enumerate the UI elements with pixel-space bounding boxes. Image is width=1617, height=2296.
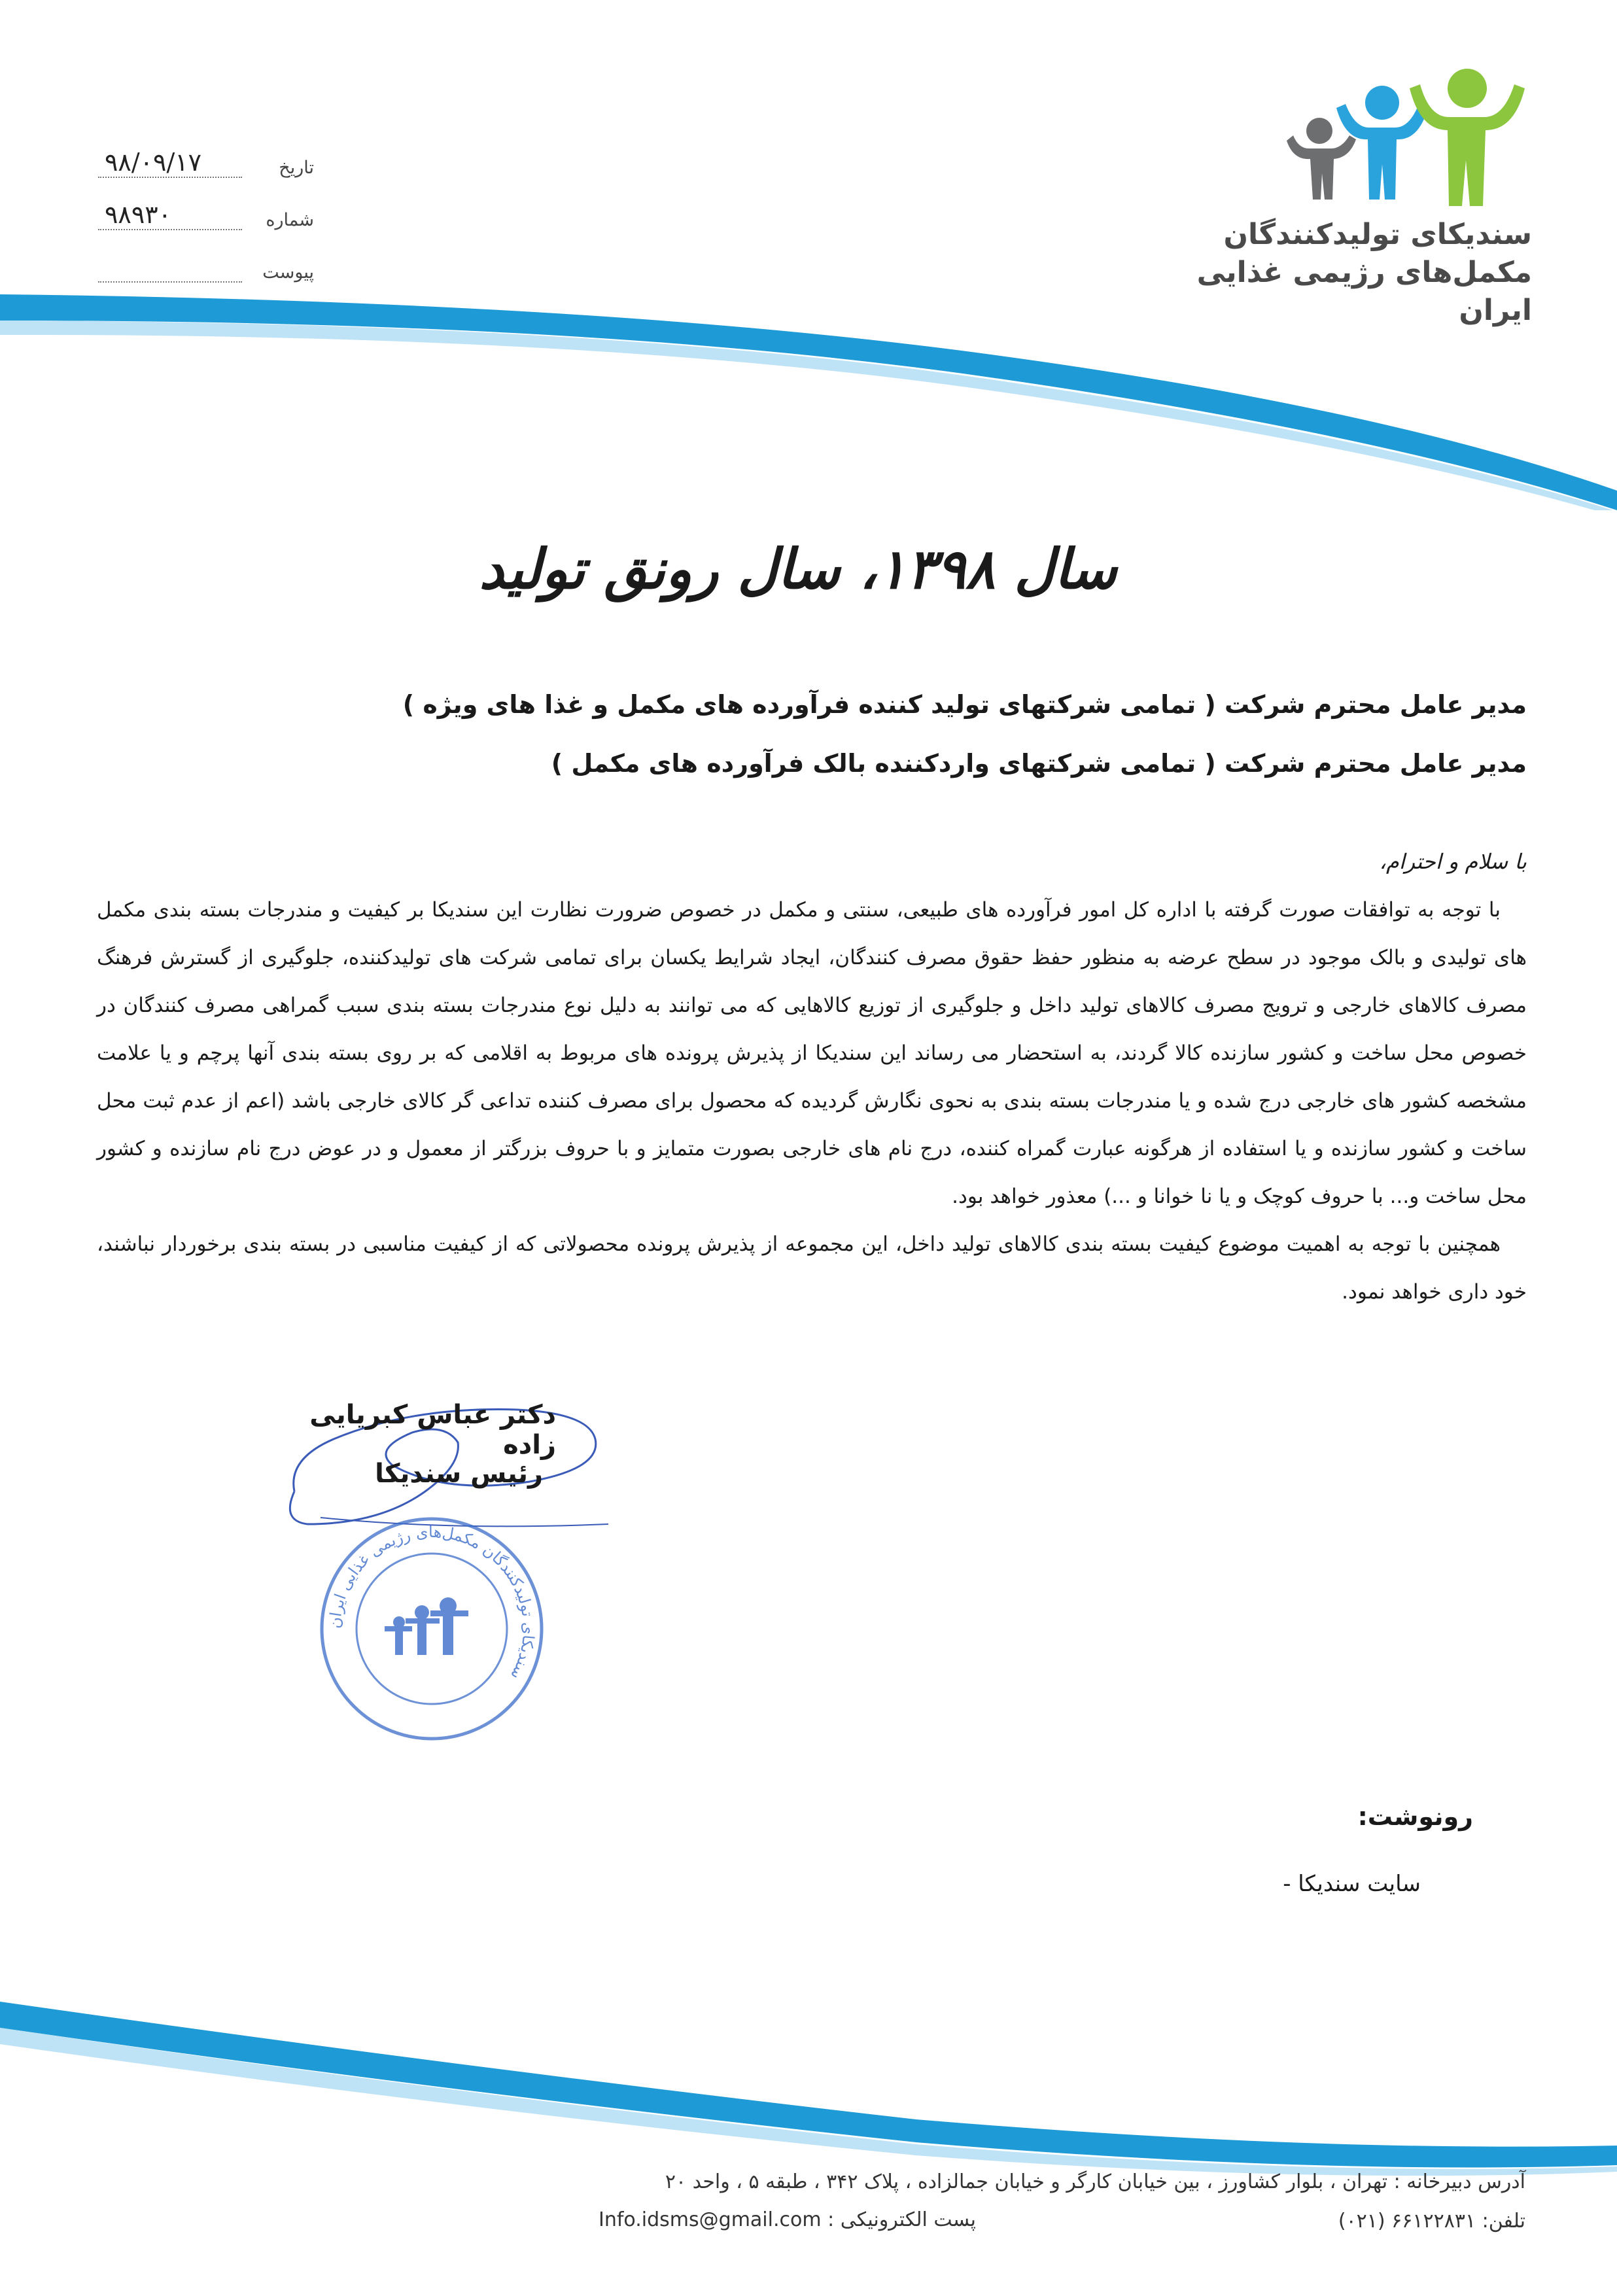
footer-wave-decoration [0,1989,1617,2185]
footer-email-label: پست الکترونیکی : [827,2208,976,2231]
syndicate-logo-icon [1279,62,1554,213]
stamp-logo-icon [385,1597,468,1655]
footer-phone: تلفن: ۶۶۱۲۲۸۳۱ (۰۲۱) [1338,2210,1525,2233]
footer-email-link[interactable]: Info.idsms@gmail.com [599,2208,822,2231]
stamp-text: سندیکای تولیدکنندگان مکمل‌های رژیمی غذایی ایران [325,1522,538,1683]
org-name-line-3: ایران [1459,294,1532,327]
org-name-line-1: سندیکای تولیدکنندگان [1223,218,1532,251]
year-motto: سال ۱۳۹۸، سال رونق تولید [479,536,1117,601]
recipient-line-1: مدیر عامل محترم شرکت ( تمامی شرکتهای تولید کننده فرآورده های مکمل و غذا های ویژه ) [402,690,1527,719]
number-row [98,190,314,235]
date-dotted-line [98,177,242,178]
header-wave-decoration [0,275,1617,510]
cc-item-dash: - [1283,1871,1291,1897]
body-paragraph-2: همچنین با توجه به اهمیت موضوع کیفیت بسته بندی کالاهای تولید داخل، این مجموعه از پذیرش پرونده محصولاتی که از کیفیت مناسبی در بسته بندی برخوردار نباشند، خود داری خواهد نمود. [97,1232,1527,1304]
number-dotted-line [98,229,242,230]
cc-title: رونوشت: [1357,1802,1473,1831]
signatory-name: دکتر عباس کبریایی زاده [309,1400,556,1460]
letter-body [97,886,1527,1316]
footer-address: آدرس دبیرخانه : تهران ، بلوار کشاورز ، بین خیابان کارگر و خیابان جمالزاده ، پلاک ۳۴۲ ، طبقه ۵ ، واحد ۲۰ [665,2170,1525,2193]
number-label: شماره [266,210,314,230]
cc-item-label: سایت سندیکا [1298,1871,1421,1897]
official-stamp [314,1511,549,1747]
number-value: ۹۸۹۳۰ [105,200,172,229]
date-label: تاریخ [279,158,314,178]
signatory-title: رئیس سندیکا [375,1459,543,1489]
recipient-line-2: مدیر عامل محترم شرکت ( تمامی شرکتهای واردکننده بالک فرآورده های مکمل ) [551,749,1527,778]
attachment-label: پیوست [262,262,314,283]
date-value: ۹۸/۰۹/۱۷ [105,148,202,177]
org-name-line-2: مکمل‌های رژیمی غذایی [1196,256,1532,289]
date-row [98,137,314,183]
cc-item [1243,1871,1421,1897]
greeting: با سلام و احترام، [1379,849,1527,874]
body-paragraph-1: با توجه به توافقات صورت گرفته با اداره کل امور فرآورده های طبیعی، سنتی و مکمل در خصوص ضرورت نظارت این سندیکا بر کیفیت و مندرجات بسته بندی مکمل های تولیدی و بالک موجود در سطح عرضه به منظور حفظ حقوق مصرف کنندگان، ایجاد شرایط یکسان برای تمامی شرکت های تولیدکننده، جلوگیری از گسترش فرهنگ مصرف کالاهای خارجی و ترویج مصرف کالاهای تولید داخل و جلوگیری از توزیع کالاهایی که می توانند به دلیل نوع مندرجات بسته بندی سبب گمراهی مصرف کنندگان در خصوص محل ساخت و کشور سازنده کالا گردند، به استحضار می رساند این سندیکا از پذیرش پرونده های مربوط به اقلامی که بر روی بسته بندی آنها پرچم و یا علامت مشخصه کشور های خارجی درج شده و یا مندرجات بسته بندی به نحوی نگارش گردیده که محصول برای مصرف کننده تداعی گر کالای خارجی باشد (اعم از عدم ثبت محل ساخت و کشور سازنده و یا استفاده از هرگونه عبارت گمراه کننده، درج نام های خارجی بصورت متمایز و با حروف بزرگتر از معمول و در عوض درج نام سازنده و کشور محل ساخت و... با حروف کوچک و یا نا خوانا و ...) معذور خواهد بود. [97,898,1527,1208]
footer-email-block [599,2208,976,2231]
